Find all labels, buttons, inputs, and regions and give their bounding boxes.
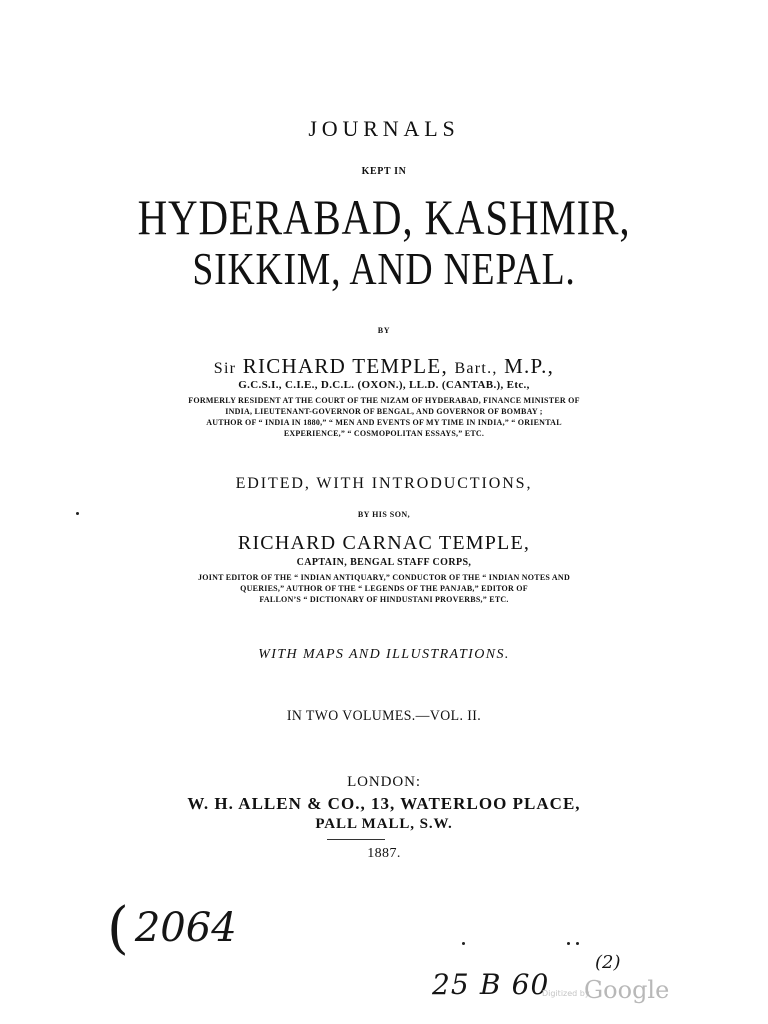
ink-speck bbox=[76, 512, 79, 515]
ink-speck bbox=[462, 942, 465, 945]
title-heading: JOURNALS bbox=[308, 116, 460, 141]
editor-bio-line: FALLON’S “ DICTIONARY OF HINDUSTANI PROVERBS,” ETC. bbox=[259, 595, 509, 604]
imprint-street: PALL MALL, S.W. bbox=[315, 816, 453, 832]
author-baronet: Bart., bbox=[454, 360, 498, 377]
editor-bio-line: QUERIES,” AUTHOR OF THE “ LEGENDS OF THE PANJAB,” EDITOR OF bbox=[240, 584, 528, 593]
ink-speck bbox=[576, 942, 579, 945]
author-mp: M.P., bbox=[504, 354, 555, 378]
edited-line: EDITED, WITH INTRODUCTIONS, bbox=[235, 475, 533, 492]
imprint-city: LONDON: bbox=[347, 774, 421, 790]
author-bio-line: EXPERIENCE,” “ COSMOPOLITAN ESSAYS,” ETC. bbox=[283, 429, 485, 438]
imprint-divider bbox=[327, 839, 385, 840]
ink-speck bbox=[567, 942, 570, 945]
maps-note: WITH MAPS AND ILLUSTRATIONS. bbox=[258, 647, 510, 662]
editor-name: RICHARD CARNAC TEMPLE, bbox=[237, 532, 531, 554]
editor-bio-line: JOINT EDITOR OF THE “ INDIAN ANTIQUARY,” CONDUCTOR OF THE “ INDIAN NOTES AND bbox=[198, 573, 570, 582]
handwritten-parenthesis: ( bbox=[107, 896, 129, 961]
volume-note: IN TWO VOLUMES.—VOL. II. bbox=[286, 708, 482, 724]
editor-rank: CAPTAIN, BENGAL STAFF CORPS, bbox=[296, 557, 472, 568]
author-name: RICHARD TEMPLE, bbox=[242, 354, 448, 378]
author-bio-line: INDIA, LIEUTENANT-GOVERNOR OF BENGAL, AND GOVERNOR OF BOMBAY ; bbox=[225, 407, 543, 416]
digitized-note: Digitized by bbox=[542, 989, 590, 998]
handwritten-shelfmark: 25 B 60 bbox=[432, 968, 550, 1001]
author-title-sir: Sir bbox=[213, 360, 237, 377]
imprint-publisher: W. H. ALLEN & CO., 13, WATERLOO PLACE, bbox=[187, 794, 581, 813]
handwritten-superscript: (2) bbox=[595, 952, 621, 973]
author-name-line bbox=[0, 354, 768, 379]
author-bio-line: AUTHOR OF “ INDIA IN 1880,” “ MEN AND EVENTS OF MY TIME IN INDIA,” “ ORIENTAL bbox=[206, 418, 562, 427]
title-places-line-2: SIKKIM, AND NEPAL. bbox=[192, 243, 576, 294]
imprint-year: 1887. bbox=[367, 846, 401, 861]
title-places-line-1: HYDERABAD, KASHMIR, bbox=[137, 189, 631, 245]
byline-label: BY bbox=[377, 326, 391, 335]
handwritten-number: 2064 bbox=[134, 905, 237, 951]
title-connector: KEPT IN bbox=[361, 166, 407, 177]
editor-relation: BY HIS SON, bbox=[357, 510, 411, 519]
author-bio-line: FORMERLY RESIDENT AT THE COURT OF THE NIZAM OF HYDERABAD, FINANCE MINISTER OF bbox=[188, 396, 580, 405]
google-watermark: Google bbox=[584, 976, 670, 1004]
handwritten-catalogue-mark bbox=[107, 896, 237, 961]
author-honours: G.C.S.I., C.I.E., D.C.L. (OXON.), LL.D. (CANTAB.), Etc., bbox=[238, 379, 530, 391]
